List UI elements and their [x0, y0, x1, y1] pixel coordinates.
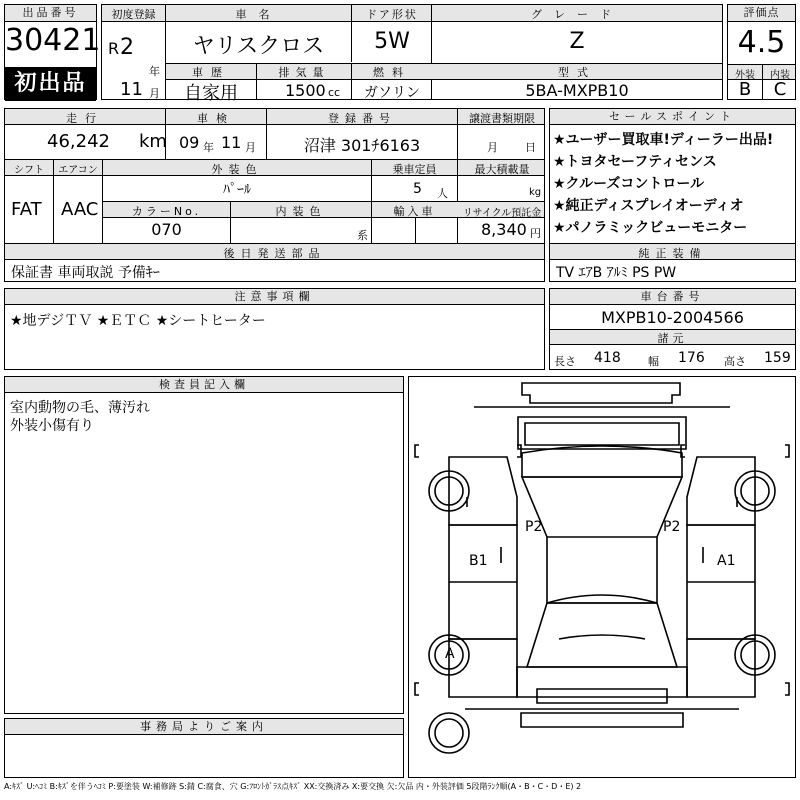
car-name-label: 車名	[235, 8, 282, 21]
reg-month: 11	[120, 79, 143, 100]
chassis-number: MXPB10-2004566	[601, 308, 744, 327]
grade-label: グレード	[531, 8, 623, 21]
lot-label: 出品番号	[5, 5, 96, 22]
damage-mark-a-tire: A	[445, 646, 455, 662]
inspection-year: 09	[179, 133, 200, 152]
sales-points: セールスポイント ★ユーザー買取車!ディーラー出品! ★トヨタセーフティセンス ★クルーズコントロール ★純正ディスプレイオーディオ ★パノラミックビューモニター 純正装備 TV ｴｱB ｱﾙﾐ PS PW	[549, 108, 796, 282]
damage-mark-a1: A1	[717, 553, 736, 569]
door-type: 5W	[374, 29, 410, 54]
info-table: 走行 車検 登録番号 譲渡書類期限 46,242 km 09 年 11 月 沼津 301ﾁ6163 月 日 シフト エアコン 外装色 乗車定員 最大積載量 FAT AAC ﾊﾟｰﾙ 5 人 kg カラーNo. 内装色 輸入車 リサイクル預託金 070 系 8,340 円 後日発送部品 保証書 車両取説 予備ｷｰ	[4, 108, 545, 282]
mileage: 46,242	[47, 131, 110, 152]
caution-notes: 注意事項欄 ★地デジＴＶ ★ＥＴＣ ★シートヒーター	[4, 288, 545, 370]
exterior-color: ﾊﾟｰﾙ	[223, 182, 251, 198]
width: 176	[678, 350, 705, 366]
damage-mark-b1: B1	[469, 553, 488, 569]
vehicle-header: 初度登録 車名 ドア形状 グレード R 2 年 11 月 ヤリスクロス 5W Z 車歴 排気量 燃料 型式 自家用 1500 cc ガソリン 5BA-MXPB10	[101, 4, 723, 100]
exterior-grade: B	[738, 79, 752, 100]
score-box: 評価点 4.5 外装 内装 B C	[727, 4, 796, 100]
caution-text: ★地デジＴＶ ★ＥＴＣ ★シートヒーター	[10, 313, 266, 329]
sales-point: ★パノラミックビューモニター	[553, 220, 748, 236]
grade: Z	[569, 29, 585, 54]
displacement: 1500	[285, 81, 326, 100]
damage-mark-p2-right: P2	[663, 519, 681, 535]
damage-diagram	[408, 376, 796, 778]
car-name: ヤリスクロス	[192, 34, 325, 59]
length: 418	[594, 350, 621, 366]
height: 159	[764, 350, 791, 366]
inspector-line: 外装小傷有り	[10, 418, 94, 434]
inspector-line: 室内動物の毛、薄汚れ	[10, 400, 150, 416]
inspector-notes: 検査員記入欄 室内動物の毛、薄汚れ 外装小傷有り	[4, 376, 404, 714]
sales-point: ★クルーズコントロール	[553, 176, 705, 192]
car-outline-diagram	[409, 377, 795, 777]
lot-box	[4, 4, 101, 100]
sales-point: ★純正ディスプレイオーディオ	[553, 198, 744, 214]
ac: AAC	[61, 199, 99, 220]
office-notice: 事務局よりご案内	[4, 718, 404, 778]
door-label: ドア形状	[366, 8, 418, 21]
lot-number: 30421	[5, 23, 101, 58]
color-number: 070	[151, 220, 182, 239]
interior-grade: C	[773, 79, 787, 100]
chassis-box: 車台番号 MXPB10-2004566 諸元 長さ 418 幅 176 高さ 159	[549, 288, 796, 370]
parts-shipped-later: 保証書 車両取説 予備ｷｰ	[11, 265, 160, 281]
capacity: 5	[413, 181, 422, 197]
model-code: 5BA-MXPB10	[525, 81, 629, 100]
damage-legend: A:ｷｽﾞ U:ﾍｺﾐ B:ｷｽﾞを伴うﾍｺﾐ P:要塗装 W:補修跡 S:錆 C:腐食、穴 G:ﾌﾛﾝﾄｶﾞﾗｽ点ｷｽﾞ XX:交換済み X:要交換 欠:欠品 内・外装評価 5段階ﾗﾝｸ順(A・B・C・D・E) 2	[4, 782, 582, 791]
damage-mark-p2-left: P2	[525, 519, 543, 535]
sales-point: ★トヨタセーフティセンス	[553, 154, 717, 170]
reg-year: 2	[120, 35, 134, 60]
first-listing-badge: 初出品	[5, 67, 96, 101]
fuel: ガソリン	[364, 85, 420, 101]
score: 4.5	[737, 25, 786, 60]
first-reg-label: 初度登録	[111, 8, 156, 21]
history: 自家用	[184, 83, 238, 104]
shift: FAT	[11, 199, 42, 220]
recycle-deposit: 8,340	[481, 220, 527, 239]
inspection-month: 11	[221, 133, 242, 152]
era: R	[108, 39, 120, 58]
factory-equipment: TV ｴｱB ｱﾙﾐ PS PW	[556, 265, 677, 281]
sales-point: ★ユーザー買取車!ディーラー出品!	[553, 132, 774, 148]
plate-number: 沼津 301ﾁ6163	[303, 136, 421, 155]
